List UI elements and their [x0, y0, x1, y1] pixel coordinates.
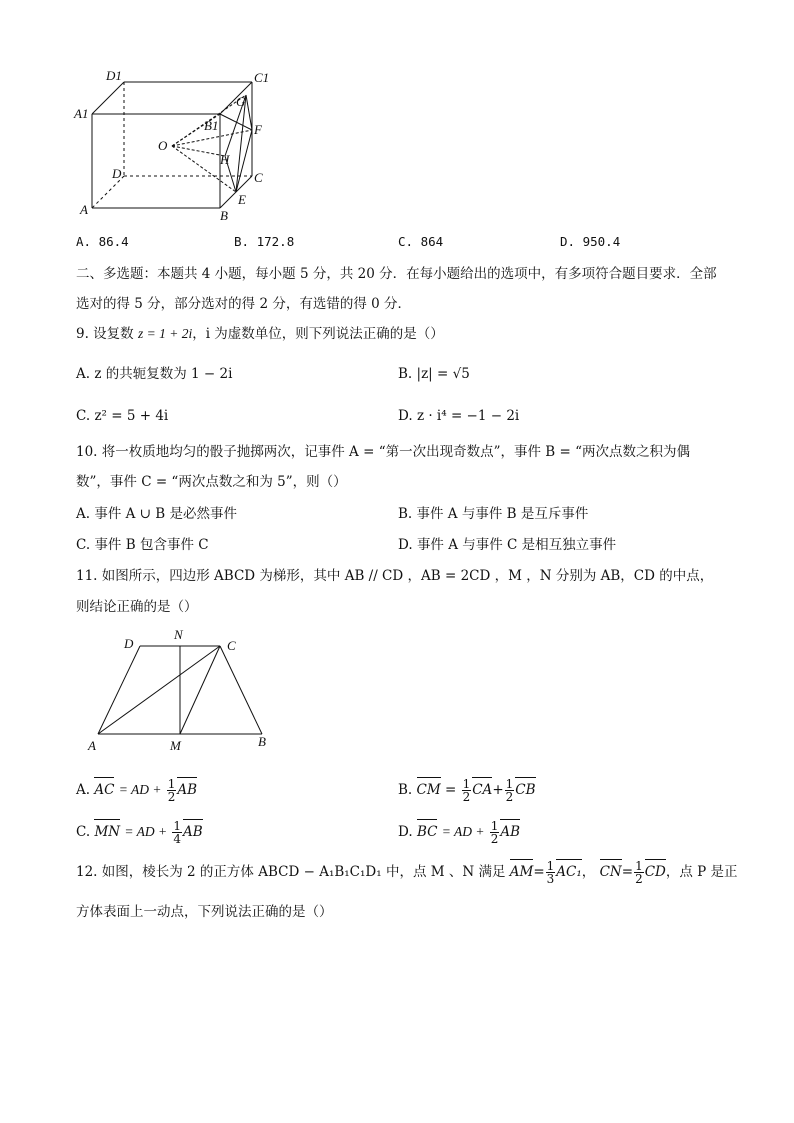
q11-option-a: A. AC = AD + $\frac{1}{2}$ AB	[76, 777, 198, 804]
q9-option-d: D. z · i⁴ = −1 − 2i	[398, 408, 520, 424]
q10-option-b: B. 事件 A 与事件 B 是互斥事件	[398, 506, 589, 522]
q11-option-d: D. BC = AD + $\frac{1}{2}$ AB	[398, 819, 521, 846]
section2-line2: 选对的得 5 分，部分选对的得 2 分，有选错的得 0 分．	[76, 296, 412, 312]
trap-label-C: C	[227, 638, 236, 653]
q10-line1: 10. 将一枚质地均匀的骰子抛掷两次，记事件 A = “第一次出现奇数点”，事件 B = “两次点数之积为偶	[76, 444, 691, 460]
q8-option-d: D. 950.4	[560, 234, 621, 249]
q9-option-b: B. |z| = √5	[398, 366, 470, 382]
q12-line2: 方体表面上一动点，下列说法正确的是（）	[76, 904, 333, 920]
q8-option-b: B. 172.8	[234, 234, 295, 249]
label-D: D	[112, 166, 122, 181]
trap-label-A: A	[88, 738, 96, 753]
q11-option-b: B. CM = $\frac{1}{2}$ CA+ $\frac{1}{2}$ CB	[398, 777, 536, 804]
q9-stem: 9. 设复数 z = 1 + 2i，i 为虚数单位，则下列说法正确的是（）	[76, 326, 444, 342]
q8-option-a: A. 86.4	[76, 234, 129, 249]
label-C: C	[254, 170, 263, 185]
label-A1: A1	[74, 106, 89, 121]
q11-line2: 则结论正确的是（）	[76, 599, 198, 615]
section2-line1: 二、多选题：本题共 4 小题，每小题 5 分，共 20 分．在每小题给出的选项中，有多项符合题目要求．全部	[76, 266, 717, 282]
label-C1: C1	[254, 70, 270, 85]
q9-option-a: A. z 的共轭复数为 1 − 2i	[76, 366, 233, 382]
label-H: H	[220, 152, 230, 167]
label-F: F	[254, 122, 262, 137]
label-B: B	[220, 208, 228, 223]
q8-option-c: C. 864	[398, 234, 444, 249]
q9-option-c: C. z² = 5 + 4i	[76, 408, 169, 424]
q12-line1: 12. 如图，棱长为 2 的正方体 ABCD − A₁B₁C₁D₁ 中，点 M 、N 满足 AM= $\frac{1}{3}$ AC₁， CN= $\frac{1}{2}$ CD，点 P 是正	[76, 859, 738, 886]
q10-option-d: D. 事件 A 与事件 C 是相互独立事件	[398, 537, 617, 553]
q10-option-a: A. 事件 A ∪ B 是必然事件	[76, 506, 237, 522]
q10-line2: 数”，事件 C = “两次点数之和为 5”，则（）	[76, 474, 347, 490]
label-E: E	[238, 192, 246, 207]
label-G: G	[236, 94, 246, 109]
trap-label-B: B	[258, 734, 266, 749]
label-B1: B1	[204, 118, 219, 133]
q11-line1: 11. 如图所示，四边形 ABCD 为梯形，其中 AB // CD ，AB = 2CD ，M ，N 分别为 AB，CD 的中点，	[76, 568, 714, 584]
label-D1: D1	[106, 68, 122, 83]
box-figure	[70, 68, 290, 228]
q10-option-c: C. 事件 B 包含事件 C	[76, 537, 209, 553]
label-A: A	[80, 202, 88, 217]
label-O: O	[158, 138, 168, 153]
trap-label-D: D	[124, 636, 134, 651]
trap-label-N: N	[174, 627, 183, 642]
trapezoid-figure	[84, 626, 284, 754]
trap-label-M: M	[170, 738, 181, 753]
q11-option-c: C. MN = AD + $\frac{1}{4}$ AB	[76, 819, 203, 846]
